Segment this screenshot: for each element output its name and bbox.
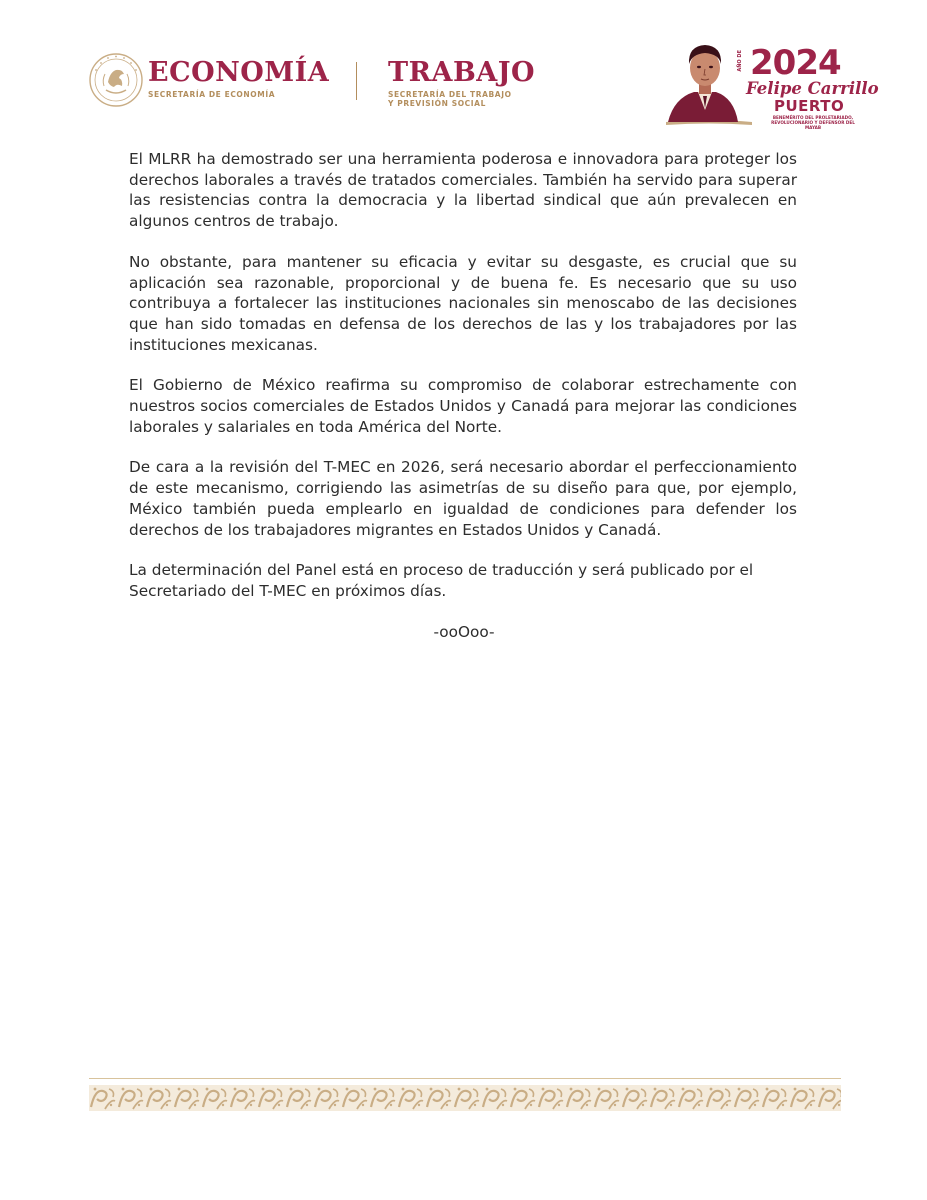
trabajo-name: TRABAJO [388,57,536,88]
paragraph-3: El Gobierno de México reafirma su compromiso de colaborar estrechamente con nuestros socios comerciales de Estados Unidos y Canadá para mejorar las condiciones laborales y salariales en toda América del Norte. [129,376,797,436]
economia-name: ECONOMÍA [148,57,330,88]
trabajo-logo [388,58,535,108]
paragraph-4: De cara a la revisión del T-MEC en 2026, será necesario abordar el perfeccionamiento de este mecanismo, corrigiendo las asimetrías de su diseño para que, por ejemplo, México también pueda emplearlo en igualdad de condiciones para defender los derechos de los trabajadores migrantes en Estados Unidos y Canadá. [129,458,797,539]
year-emblem [664,36,879,130]
trabajo-subtitle-line1: SECRETARÍA DEL TRABAJO [388,90,512,99]
year-label: 2024 [750,43,841,83]
letterhead [0,0,927,140]
paragraph-1: El MLRR ha demostrado ser una herramienta poderosa e innovadora para proteger los derechos laborales a través de tratados comerciales. También ha servido para superar las resistencias contra la democracia y la libertad sindical que aún prevalecen en algunos centros de trabajo. [129,150,797,231]
coat-of-arms-icon [88,52,144,108]
header-divider [356,62,357,100]
closing-mark: -ooOoo- [433,622,495,641]
honoree-description: BENEMÉRITO DEL PROLETARIADO, REVOLUCIONARIO Y DEFENSOR DEL MAYAB [771,115,855,130]
honoree-last-name: PUERTO [774,97,845,115]
press-release-body [129,149,797,642]
economia-subtitle: SECRETARÍA DE ECONOMÍA [148,90,276,99]
paragraph-5: La determinación del Panel está en proceso de traducción y será publicado por el Secretariado del T-MEC en próximos días. [129,561,754,600]
decorative-footer-pattern-icon [89,1085,841,1111]
honoree-first-name: Felipe Carrillo [746,79,879,98]
footer-divider [89,1078,841,1079]
year-prefix: AÑO DE [737,50,743,72]
paragraph-2: No obstante, para mantener su eficacia y evitar su desgaste, es crucial que su aplicación sea razonable, proporcional y de buena fe. Es necesario que su uso contribuya a fortalecer las instituciones nacionales sin menoscabo de las decisiones que han sido tomadas en defensa de los derechos de las y los trabajadores por las instituciones mexicanas. [129,252,797,354]
economia-logo [148,58,329,99]
trabajo-subtitle-line2: Y PREVISIÓN SOCIAL [388,99,486,108]
